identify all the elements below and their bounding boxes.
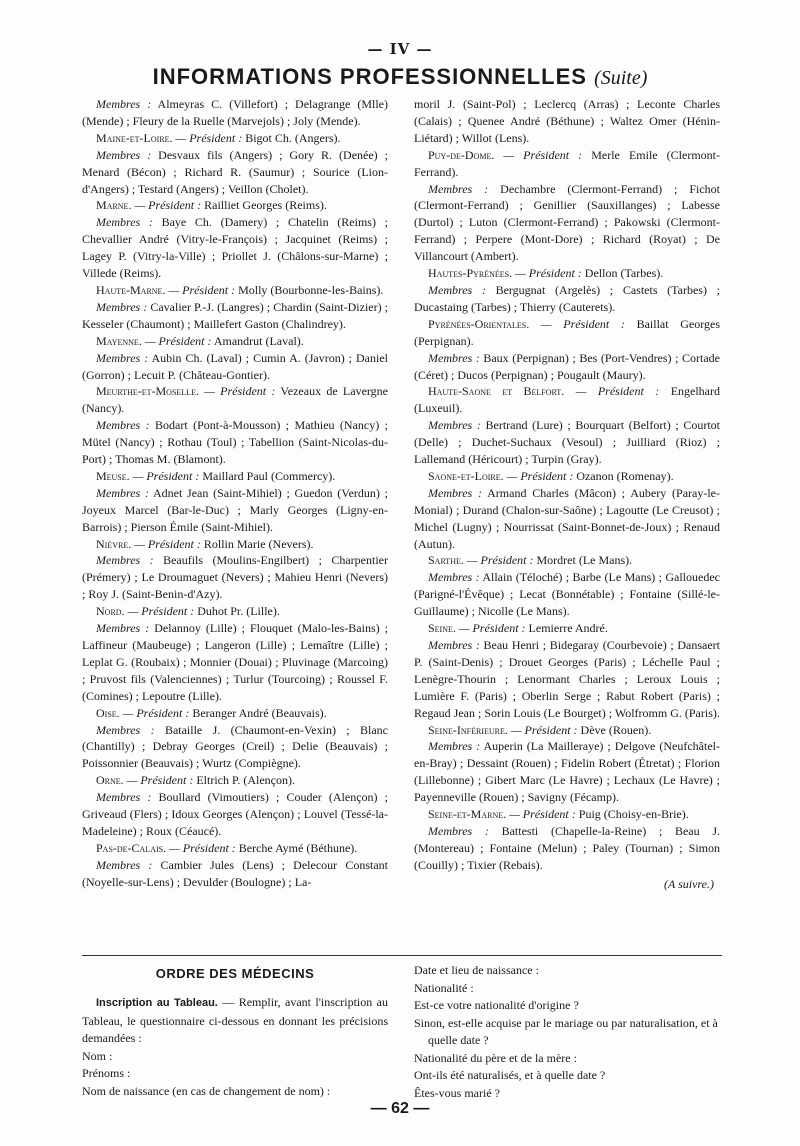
entry-text: Maillard Paul (Commercy). bbox=[199, 468, 336, 483]
role-label: — Président : bbox=[507, 722, 578, 737]
department-name: Nièvre. bbox=[96, 536, 132, 551]
members-entry bbox=[414, 350, 720, 384]
entry-text: Battesti (Chapelle-la-Reine) ; Beau J. (Montereau) ; Fontaine (Melun) ; Paley (Tournan) ; Simon (Couilly) ; Tixier (Rebais). bbox=[414, 823, 720, 872]
department-entry bbox=[82, 333, 388, 350]
continued-note: (A suivre.) bbox=[664, 876, 714, 891]
role-label: — Président : bbox=[141, 333, 212, 348]
department-name: Meuse. bbox=[96, 468, 130, 483]
role-label: — Président : bbox=[198, 384, 276, 399]
department-name: Haute-Saone et Belfort. bbox=[428, 384, 565, 399]
members-entry bbox=[82, 350, 388, 384]
entry-text: Vezeaux de Lavergne (Nancy). bbox=[82, 384, 389, 416]
role-label: Membres : bbox=[96, 97, 152, 111]
right-column bbox=[414, 96, 720, 893]
ordre-left-block bbox=[82, 994, 388, 1100]
department-entry bbox=[82, 130, 388, 147]
ordre-lead: Inscription au Tableau. bbox=[96, 997, 218, 1009]
role-label: — Président : bbox=[512, 266, 582, 281]
role-label: Membres : bbox=[96, 857, 153, 872]
entry-text: Armand Charles (Mâcon) ; Aubery (Paray-le-Monial) ; Durand (Chalon-sur-Saône) ; Lagoutte (Le Creusot) ; Michel (Lugny) ; Nourrissat (Saint-Bonnet-de-Joux) ; Renaud (Autun). bbox=[414, 485, 720, 551]
department-entry bbox=[82, 705, 388, 722]
form-field: Nom : bbox=[82, 1048, 113, 1063]
entry-text: Aubin Ch. (Laval) ; Cumin A. (Javron) ; Daniel (Gorron) ; Lecuit P. (Château-Gontier). bbox=[82, 350, 388, 382]
department-entry bbox=[414, 552, 720, 569]
role-label: — Président : bbox=[506, 807, 576, 822]
department-name: Oise. bbox=[96, 705, 120, 720]
entry-text: Dève (Rouen). bbox=[577, 722, 652, 737]
role-label: Membres : bbox=[428, 570, 480, 585]
members-entry bbox=[82, 485, 388, 536]
department-name: Hautes-Pyrénées. bbox=[428, 266, 513, 281]
role-label: Membres : bbox=[96, 299, 148, 314]
form-field: Est-ce votre nationalité d'origine ? bbox=[414, 998, 579, 1012]
department-name: Nord. bbox=[96, 604, 125, 619]
department-entry bbox=[414, 147, 720, 181]
entry-text: Adnet Jean (Saint-Mihiel) ; Guedon (Verdun) ; Joyeux Marcel (Bar-le-Duc) ; Marly Georges (Ligny-en-Barrois) ; Pierson Émile (Saint-Mihiel). bbox=[82, 485, 388, 534]
department-name: Maine-et-Loire. bbox=[96, 130, 173, 145]
department-name: Seine. bbox=[428, 621, 456, 636]
department-name: Mayenne. bbox=[96, 333, 142, 348]
form-field: Nom de naissance (en cas de changement de nom) : bbox=[82, 1083, 331, 1098]
role-label: — Président : bbox=[165, 282, 236, 297]
entry-text: Bergugnat (Argelès) ; Castets (Tarbes) ; Ducastaing (Tarbes) ; Thierry (Cauterets). bbox=[414, 282, 720, 314]
members-entry bbox=[414, 181, 720, 266]
role-label: — Président : bbox=[124, 604, 195, 619]
ordre-title: ORDRE DES MÉDECINS bbox=[155, 966, 315, 981]
page-number: — 62 — bbox=[370, 1100, 430, 1117]
entry-text: Delannoy (Lille) ; Flouquet (Malo-les-Bains) ; Laffineur (Maubeuge) ; Langeron (Lille) ; Lemaître (Lille) ; Leplat G. (Roubaix) ; Monnier (Douai) ; Pluvinage (Marcoing) ; Pruvost fils (Valenciennes) ; Turlur (Tourcoing) ; Roussel F. (Comines) ; Lepoutre (Lille). bbox=[82, 621, 388, 703]
role-label: — Président : bbox=[129, 468, 200, 483]
department-entry bbox=[82, 197, 388, 214]
form-field: Êtes-vous marié ? bbox=[414, 1085, 500, 1100]
role-label: Membres : bbox=[428, 823, 489, 838]
entry-text: Auperin (La Mailleraye) ; Delgove (Neufchâtel-en-Bray) ; Dessaint (Rouen) ; Fidelin Robert (Étretat) ; Florion (Lillebonne) ; Gibert Marc (Le Havre) ; Lechaux (Le Havre) ; Payenneville (Rouen) ; Savigny (Fécamp). bbox=[414, 739, 720, 805]
ordre-intro bbox=[82, 994, 388, 1048]
role-label: Membres : bbox=[428, 739, 481, 754]
department-entry bbox=[82, 468, 388, 485]
entry-text: Eltrich P. (Alençon). bbox=[193, 773, 295, 788]
entry-text: Lemierre André. bbox=[525, 621, 608, 636]
role-label: — Président : bbox=[131, 198, 202, 213]
entry-text: Beau Henri ; Bidegaray (Courbevoie) ; Dansaert P. (Saint-Denis) ; Drouet Georges (Paris) ; Léchelle Paul ; Lenègre-Thourin ; Lenormant Charles ; Leroux Louis ; Lumière F. (Paris) ; Oberlin Serge ; Rabut Robert (Paris) ; Regaud Jean ; Sorin Louis (Le Bourget) ; Wolfromm G. (Paris). bbox=[414, 638, 720, 720]
title-text: INFORMATIONS PROFESSIONNELLES bbox=[152, 64, 587, 89]
entry-text: Almeyras C. (Villefort) ; Delagrange (Mlle) (Mende) ; Fleury de la Ruelle (Marvejols) ; Joly (Mende). bbox=[82, 97, 388, 128]
entry-text: Bigot Ch. (Angers). bbox=[242, 130, 341, 145]
department-entry bbox=[414, 383, 720, 417]
role-label: Membres : bbox=[96, 350, 149, 365]
entry-text: Amandrut (Laval). bbox=[211, 333, 304, 348]
role-label: Membres : bbox=[96, 553, 154, 568]
role-label: — Président : bbox=[463, 553, 534, 568]
entry-text: Baillat Georges (Perpignan). bbox=[414, 316, 720, 348]
entry-text: Duhot Pr. (Lille). bbox=[194, 604, 280, 619]
role-label: — Président : bbox=[172, 130, 243, 145]
department-entry bbox=[414, 722, 720, 739]
department-entry bbox=[82, 603, 388, 620]
members-entry bbox=[82, 620, 388, 705]
members-entry bbox=[82, 299, 388, 333]
role-label: Membres : bbox=[428, 485, 482, 500]
form-field: Sinon, est-elle acquise par le mariage ou par naturalisation, et à quelle date ? bbox=[414, 1015, 718, 1047]
members-entry bbox=[82, 147, 388, 198]
section-divider bbox=[82, 955, 722, 956]
members-entry bbox=[82, 789, 388, 840]
members-entry bbox=[82, 722, 388, 773]
members-entry bbox=[82, 96, 388, 130]
role-label: Membres : bbox=[96, 722, 155, 737]
role-label: Membres : bbox=[428, 418, 481, 433]
form-field: Nationalité du père et de la mère : bbox=[414, 1050, 577, 1065]
page-number-roman: — IV — bbox=[367, 40, 433, 58]
members-entry bbox=[414, 738, 720, 806]
page-title bbox=[0, 64, 800, 90]
role-label: — Président : bbox=[166, 840, 236, 855]
department-entry bbox=[82, 772, 388, 789]
department-entry bbox=[82, 840, 388, 857]
entry-text: Molly (Bourbonne-les-Bains). bbox=[235, 282, 384, 297]
form-field: Date et lieu de naissance : bbox=[414, 963, 539, 977]
department-name: Sarthe. bbox=[428, 553, 464, 568]
department-name: Pas-de-Calais. bbox=[96, 840, 167, 855]
department-entry bbox=[82, 282, 388, 299]
department-name: Marne. bbox=[96, 198, 132, 213]
entry-text: Beranger André (Beauvais). bbox=[189, 705, 327, 720]
entry-text: Mordret (Le Mans). bbox=[533, 553, 633, 568]
role-label: Membres : bbox=[428, 350, 480, 365]
entry-text: moril J. (Saint-Pol) ; Leclercq (Arras) ; Leconte Charles (Calais) ; Quenee André (Béthune) ; Waltez Omer (Hénin-Liétard) ; Willot (Lens). bbox=[414, 97, 720, 145]
role-label: Membres : bbox=[428, 181, 489, 196]
role-label: Membres : bbox=[96, 485, 149, 500]
members-entry bbox=[414, 282, 720, 316]
ordre-intro-text: — Remplir, avant l'inscription au Tableau, le questionnaire ci-dessous en donnant les précisions demandées : bbox=[82, 995, 389, 1045]
entry-text: Cavalier P.-J. (Langres) ; Chardin (Saint-Dizier) ; Kesseler (Chaumont) ; Maillefert Gaston (Chalindrey). bbox=[82, 299, 388, 331]
entry-text: Beaufils (Moulins-Engilbert) ; Charpentier (Prémery) ; Le Droumaguet (Nevers) ; Mahieu Henri (Nevers) ; Roy J. (Saint-Benin-d'Azy). bbox=[82, 553, 388, 602]
department-entry bbox=[414, 620, 720, 637]
role-label: — Président : bbox=[503, 468, 574, 483]
entry-text: Allain (Téloché) ; Barbe (Le Mans) ; Gallouedec (Parigné-l'Évêque) ; Lecat (Bonnétable) ; Fontaine (Sillé-le-Guillaume) ; Nicolle (Le Mans). bbox=[414, 570, 720, 619]
department-entry bbox=[82, 383, 388, 417]
department-name: Meurthe-et-Moselle. bbox=[96, 384, 199, 399]
department-name: Haute-Marne. bbox=[96, 282, 166, 297]
left-column bbox=[82, 96, 388, 891]
entry-text: Bataille J. (Chaumont-en-Vexin) ; Blanc (Chantilly) ; Debray Georges (Creil) ; Delie (Beauvais) ; Poissonnier (Beauvais) ; Wurtz (Compiègne). bbox=[82, 722, 388, 771]
role-label: Membres : bbox=[428, 282, 486, 297]
department-entry bbox=[82, 536, 388, 553]
members-entry bbox=[82, 417, 388, 468]
role-label: Membres : bbox=[96, 418, 150, 433]
entry-text: Bodart (Pont-à-Mousson) ; Mathieu (Nancy) ; Mütel (Nancy) ; Rothau (Toul) ; Tabellion (Saint-Nicolas-du-Port) ; Thomas M. (Blamont). bbox=[82, 418, 388, 467]
title-suffix: (Suite) bbox=[594, 67, 648, 89]
entry-text: Merle Emile (Clermont-Ferrand). bbox=[414, 147, 720, 179]
entry-text: Berche Aymé (Béthune). bbox=[235, 840, 358, 855]
department-name: Puy-de-Dome. bbox=[428, 147, 495, 162]
entry-text: Bertrand (Lure) ; Bourquart (Belfort) ; Courtot (Delle) ; Duchet-Suchaux (Vesoul) ; Juilliard (Rioz) ; Lallemand (Héricourt) ; Turpin (Gray). bbox=[414, 418, 720, 467]
department-entry bbox=[414, 468, 720, 485]
members-entry bbox=[414, 485, 720, 553]
members-entry bbox=[82, 857, 388, 891]
entry-text: Ozanon (Romenay). bbox=[573, 468, 674, 483]
role-label: Membres : bbox=[96, 215, 153, 230]
role-label: — Président : bbox=[131, 536, 201, 551]
entry-text: Engelhard (Luxeuil). bbox=[414, 384, 720, 416]
department-entry bbox=[414, 806, 720, 823]
department-name: Seine-Inférieure. bbox=[428, 722, 508, 737]
department-entry bbox=[414, 316, 720, 350]
department-name: Pyrénées-Orientales. bbox=[428, 316, 530, 331]
role-label: — Président : bbox=[564, 384, 660, 399]
entry-text: Boullard (Vimoutiers) ; Couder (Alençon) ; Griveaud (Flers) ; Idoux Georges (Alençon) ; Louvel (Tessé-la-Madeleine) ; Roux (Céaucé). bbox=[82, 790, 388, 838]
entry-text: Railliet Georges (Reims). bbox=[201, 198, 327, 213]
department-entry bbox=[414, 265, 720, 282]
role-label: — Président : bbox=[494, 147, 583, 162]
entry-text: Puig (Choisy-en-Brie). bbox=[575, 807, 689, 822]
members-entry bbox=[82, 552, 388, 603]
department-name: Orne. bbox=[96, 773, 124, 788]
entry-text: Baux (Perpignan) ; Bes (Port-Vendres) ; Cortade (Céret) ; Ducos (Perpignan) ; Pougault (Maury). bbox=[414, 350, 720, 382]
role-label: Membres : bbox=[428, 638, 480, 652]
members-entry bbox=[414, 417, 720, 468]
form-field: Nationalité : bbox=[414, 980, 474, 995]
members-entry bbox=[82, 214, 388, 282]
entry-text: Desvaux fils (Angers) ; Gory R. (Denée) ; Menard (Bécon) ; Richard R. (Saumur) ; Sourice (Lion-d'Angers) ; Testard (Angers) ; Veillon (Cholet). bbox=[82, 147, 388, 196]
role-label: — Président : bbox=[123, 773, 194, 788]
role-label: Membres : bbox=[96, 790, 152, 805]
members-entry bbox=[414, 637, 720, 722]
ordre-right-block bbox=[414, 962, 724, 1102]
role-label: — Président : bbox=[455, 621, 526, 636]
form-field: Prénoms : bbox=[82, 1066, 131, 1080]
role-label: Membres : bbox=[96, 147, 152, 162]
members-entry bbox=[414, 569, 720, 620]
entry-text: Cambier Jules (Lens) ; Delecour Constant (Noyelle-sur-Lens) ; Devulder (Boulogne) ; La- bbox=[82, 857, 388, 889]
role-label: — Président : bbox=[119, 705, 190, 720]
entry-text: Rollin Marie (Nevers). bbox=[200, 536, 314, 551]
entry-text: Dellon (Tarbes). bbox=[581, 266, 664, 281]
members-entry bbox=[414, 823, 720, 874]
entry-text: Dechambre (Clermont-Ferrand) ; Fichot (Clermont-Ferrand) ; Genillier (Sauxillanges) ; Labesse (Durtol) ; Luton (Clermont-Ferrand) ; Pakowski (Clermont-Ferrand) ; Perpere (Mont-Dore) ; Richard (Royat) ; De Villancourt (Ambert). bbox=[414, 181, 720, 264]
role-label: Membres : bbox=[96, 621, 150, 636]
department-name: Seine-et-Marne. bbox=[428, 807, 507, 822]
entry-text: Baye Ch. (Damery) ; Chatelin (Reims) ; Chevallier André (Vitry-le-François) ; Jacquinet (Reims) ; Lagey P. (Vitry-la-Ville) ; Priollet J. (Châlons-sur-Marne) ; Villede (Reims). bbox=[82, 215, 388, 281]
role-label: — Président : bbox=[529, 316, 625, 331]
department-name: Saone-et-Loire. bbox=[428, 468, 504, 483]
members-entry bbox=[414, 96, 720, 147]
form-field: Ont-ils été naturalisés, et à quelle date ? bbox=[414, 1068, 606, 1082]
